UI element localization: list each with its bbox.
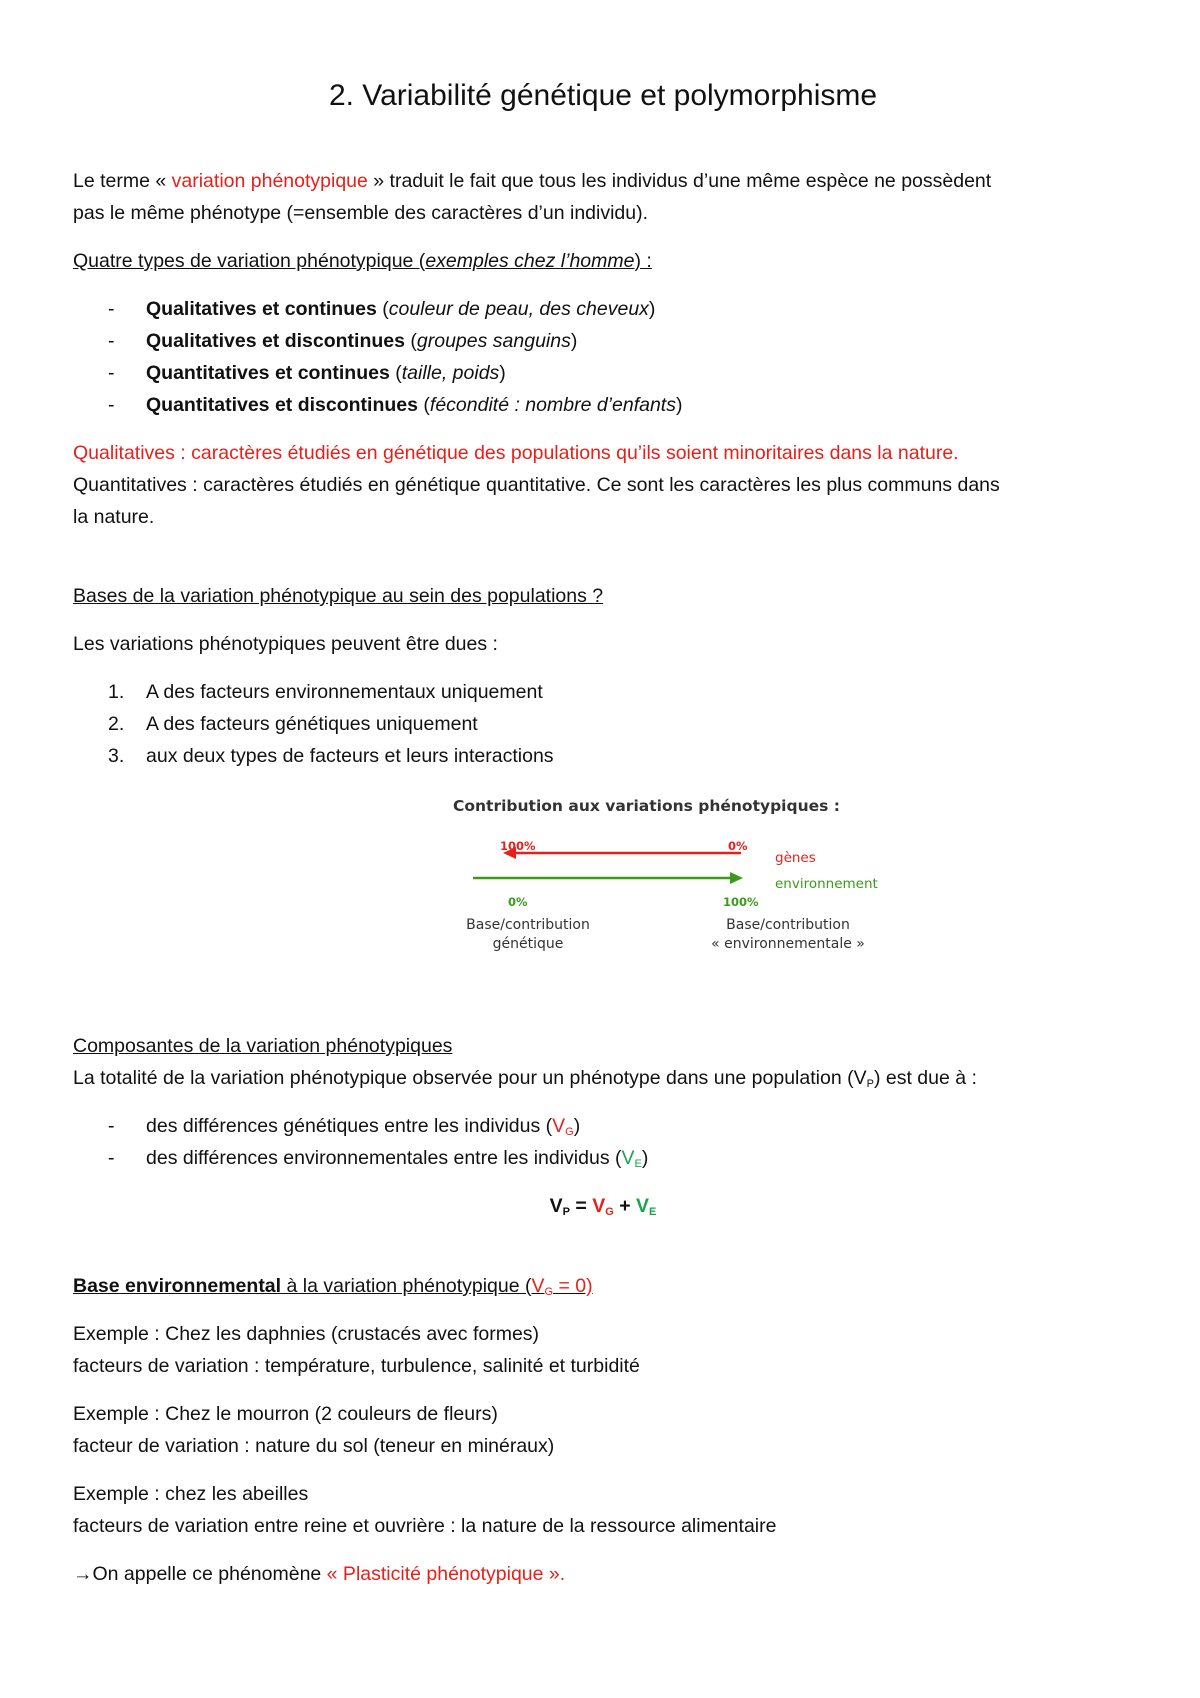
conclusion-text: On appelle ce phénomène <box>92 1563 327 1585</box>
left-caption <box>448 916 608 954</box>
composantes-lead <box>73 1062 977 1094</box>
eq-vp: V <box>549 1195 563 1217</box>
vg-sub: G <box>565 1126 574 1138</box>
paren-close: ) <box>573 1115 581 1137</box>
right-caption-line-1: Base/contribution <box>726 917 850 933</box>
heading-vg <box>532 1275 593 1297</box>
example-2-line-1: Exemple : Chez le mourron (2 couleurs de fleurs) <box>73 1403 498 1425</box>
intro-term: variation phénotypique <box>171 170 368 192</box>
paren-close: ) <box>641 1147 649 1169</box>
item-number: 1. <box>108 681 125 703</box>
types-heading <box>73 245 652 277</box>
paren-close: ) <box>570 330 578 352</box>
intro-line-2: pas le même phénotype (=ensemble des caractères d’un individu). <box>73 202 649 224</box>
composantes-heading: Composantes de la variation phénotypiques <box>73 1035 453 1057</box>
paren-close: ) <box>648 298 656 320</box>
item-bold: Quantitatives et discontinues <box>146 394 418 416</box>
item-bold: Quantitatives et continues <box>146 362 390 384</box>
heading-bold: Base environnemental <box>73 1275 282 1297</box>
figure-title: Contribution aux variations phénotypiques : <box>453 797 840 815</box>
bullet-dash: - <box>108 1147 115 1169</box>
eq-vg-sub: G <box>605 1206 614 1218</box>
paren-close: ) <box>499 362 506 384</box>
contribution-figure <box>373 790 913 970</box>
vg-v: V <box>552 1115 566 1137</box>
eq-vp-sub: P <box>562 1206 570 1218</box>
bullet-dash: - <box>108 330 115 352</box>
bullet-dash: - <box>108 394 115 416</box>
types-heading-start: Quatre types de variation phénotypique ( <box>73 250 426 272</box>
env-label: environnement <box>775 876 878 892</box>
example-2-line-2: facteur de variation : nature du sol (teneur en minéraux) <box>73 1435 555 1457</box>
example-1-line-2: facteurs de variation : température, turbulence, salinité et turbidité <box>73 1355 640 1377</box>
env-right-percent: 100% <box>723 895 759 909</box>
paren-open: ( <box>389 362 402 384</box>
item-bold: Qualitatives et discontinues <box>146 330 405 352</box>
eq-equals: = <box>569 1195 593 1217</box>
ve-v: V <box>621 1147 635 1169</box>
paren-close: ) <box>675 394 683 416</box>
eq-vg: V <box>592 1195 606 1217</box>
eq-ve: V <box>636 1195 650 1217</box>
environmental-heading <box>73 1270 593 1302</box>
ve-sub: E <box>634 1158 642 1170</box>
item-number: 3. <box>108 745 125 767</box>
item-number: 2. <box>108 713 125 735</box>
right-caption <box>698 916 878 954</box>
types-heading-italic: exemples chez l’homme <box>425 250 635 272</box>
heading-eq: = 0) <box>553 1275 593 1297</box>
item-text: aux deux types de facteurs et leurs interactions <box>146 745 554 767</box>
heading-rest: à la variation phénotypique ( <box>281 1275 532 1297</box>
item-text: des différences environnementales entre les individus ( <box>146 1147 622 1169</box>
left-caption-line-2: génétique <box>492 936 564 952</box>
vg-symbol <box>552 1115 574 1137</box>
item-text: A des facteurs environnementaux uniquement <box>146 681 543 703</box>
paren-open: ( <box>376 298 389 320</box>
bases-heading: Bases de la variation phénotypique au sein des populations ? <box>73 585 604 607</box>
item-example: fécondité : nombre d’enfants <box>429 394 676 416</box>
bullet-dash: - <box>108 1115 115 1137</box>
item-example: groupes sanguins <box>416 330 571 352</box>
item-text: A des facteurs génétiques uniquement <box>146 713 478 735</box>
lead-text: La totalité de la variation phénotypique observée pour un phénotype dans une population (V <box>73 1067 867 1089</box>
quantitatives-note-line-1: Quantitatives : caractères étudiés en génétique quantitative. Ce sont les caractères les plus communs dans <box>73 474 1000 496</box>
right-arrow-icon: → <box>73 1563 93 1585</box>
intro-text: Le terme « <box>73 170 172 192</box>
page-title: 2. Variabilité génétique et polymorphisme <box>328 79 878 112</box>
bullet-dash: - <box>108 298 115 320</box>
item-example: couleur de peau, des cheveux <box>388 298 649 320</box>
lead-text-end: ) est due à : <box>873 1067 977 1089</box>
intro-line-1 <box>73 165 991 197</box>
ve-symbol <box>622 1147 642 1169</box>
types-heading-end: ) : <box>634 250 652 272</box>
conclusion <box>73 1558 565 1590</box>
intro-text-end: » traduit le fait que tous les individus d’une même espèce ne possèdent <box>367 170 992 192</box>
quantitatives-note-line-2: la nature. <box>73 506 155 528</box>
item-bold: Qualitatives et continues <box>146 298 377 320</box>
paren-open: ( <box>404 330 417 352</box>
heading-v: V <box>531 1275 545 1297</box>
example-1-line-1: Exemple : Chez les daphnies (crustacés avec formes) <box>73 1323 540 1345</box>
left-caption-line-1: Base/contribution <box>466 917 590 933</box>
genes-label: gènes <box>775 850 816 866</box>
eq-ve-sub: E <box>649 1206 657 1218</box>
genes-left-percent: 100% <box>500 839 536 853</box>
conclusion-term: « Plasticité phénotypique ». <box>326 1563 566 1585</box>
paren-open: ( <box>417 394 430 416</box>
env-left-percent: 0% <box>508 895 528 909</box>
example-3-line-2: facteurs de variation entre reine et ouvrière : la nature de la ressource alimentaire <box>73 1515 777 1537</box>
lead-subscript: P <box>866 1078 874 1090</box>
eq-plus: + <box>613 1195 637 1217</box>
bases-lead: Les variations phénotypiques peuvent être dues : <box>73 633 498 655</box>
item-example: taille, poids <box>401 362 500 384</box>
env-arrowhead <box>730 872 743 884</box>
example-3-line-1: Exemple : chez les abeilles <box>73 1483 309 1505</box>
qualitatives-note: Qualitatives : caractères étudiés en génétique des populations qu’ils soient minoritaires dans la nature. <box>73 442 959 464</box>
item-text: des différences génétiques entre les individus ( <box>146 1115 553 1137</box>
right-caption-line-2: « environnementale » <box>711 936 865 952</box>
genes-right-percent: 0% <box>728 839 748 853</box>
heading-sub: G <box>544 1286 554 1298</box>
bullet-dash: - <box>108 362 115 384</box>
variance-equation <box>73 1190 1133 1222</box>
